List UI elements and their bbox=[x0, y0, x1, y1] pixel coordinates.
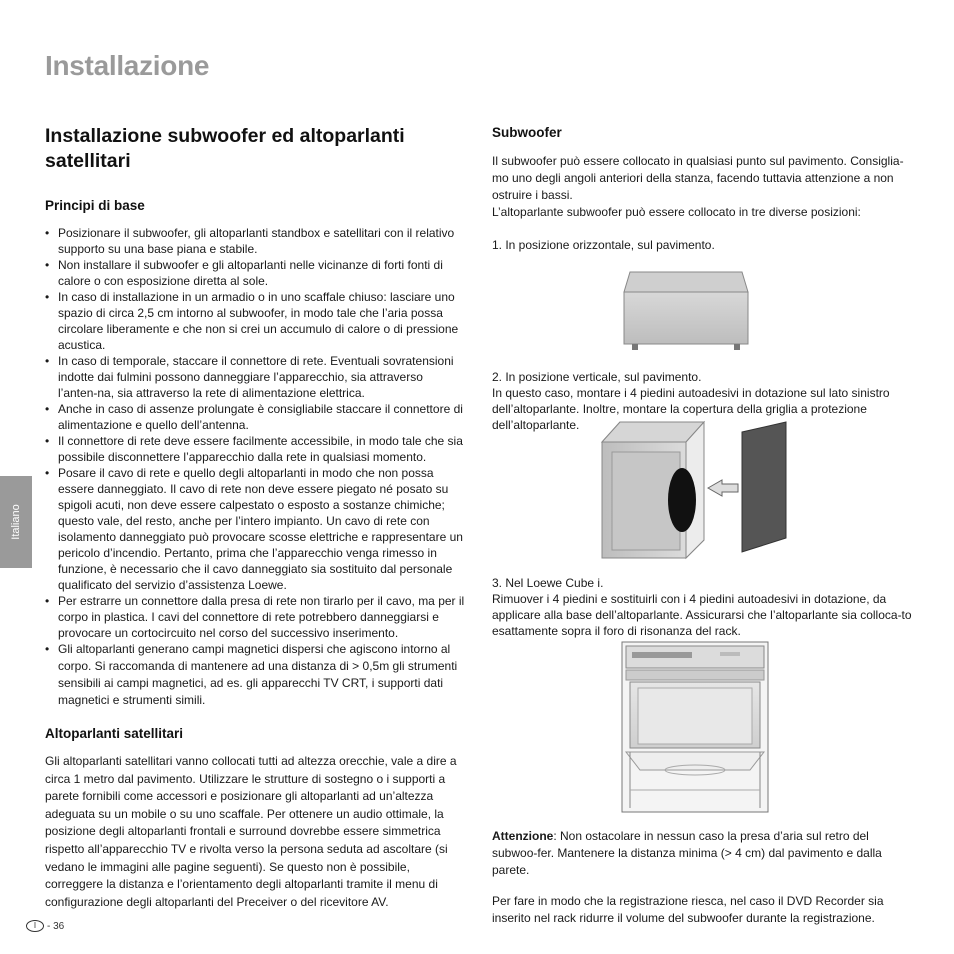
position-3-label: 3. Nel Loewe Cube i. bbox=[492, 576, 604, 590]
list-item: • Anche in caso di assenze prolungate è consigliabile staccare il connettore di alimentazione e quello dell’antenna. bbox=[45, 401, 465, 433]
position-1-label: 1. In posizione orizzontale, sul pavimento. bbox=[492, 238, 715, 252]
subwoofer-vertical-figure bbox=[600, 420, 800, 560]
language-side-tab bbox=[0, 476, 32, 568]
subwoofer-intro: Il subwoofer può essere collocato in qualsiasi punto sul pavimento. Consiglia-mo uno degli angoli anteriori della stanza, facendo tuttavia attenzione a non ostruire i bassi. bbox=[492, 154, 904, 202]
list-item: • Posare il cavo di rete e quello degli altoparlanti in modo che non possa essere danneggiato. Il cavo di rete non deve essere piegato né posato su spigoli acuti, non deve essere calpestato o esposto a sostanze chimiche; questo vale, del resto, anche per l’intero impianto. Un cavo di rete con isolamento danneggiato può provocare scosse elettriche e rappresentare un pericolo d’incendio. Pertanto, prima che l’apparecchio venga rimesso in funzione, è necessario che il cavo danneggiato sia sostituito dal personale qualificato del servizio d’assistenza Loewe. bbox=[45, 465, 465, 593]
position-2-label: 2. In posizione verticale, sul pavimento. bbox=[492, 370, 702, 384]
position-2-text: In questo caso, montare i 4 piedini autoadesivi in dotazione sul lato sinistro dell’altoparlante. Inoltre, montare la copertura della griglia a protezione dell’altoparlante. bbox=[492, 386, 890, 432]
right-column bbox=[492, 124, 914, 253]
attention-label: Attenzione bbox=[492, 829, 554, 843]
position-3-text: Rimuover i 4 piedini e sostituirli con i 4 piedini autoadesivi in dotazione, da applicare alla base dell’altoparlante. Assicurarsi che l’altoparlante sia colloca-to esattamente sopra il foro di risonanza del rack. bbox=[492, 592, 912, 638]
language-mark-icon: I bbox=[26, 920, 44, 932]
principi-bullet-list bbox=[45, 225, 465, 709]
list-item: • Il connettore di rete deve essere facilmente accessibile, in modo tale che sia possibile disconnettere l’apparecchio dalla rete in qualsiasi momento. bbox=[45, 433, 465, 465]
subwoofer-heading: Subwoofer bbox=[492, 125, 562, 140]
loewe-cube-rack-figure bbox=[620, 640, 770, 815]
subwoofer-horizontal-figure bbox=[622, 270, 750, 354]
recording-note: Per fare in modo che la registrazione riesca, nel caso il DVD Recorder sia inserito nel rack ridurre il volume del subwoofer durante la registrazione. bbox=[492, 894, 884, 925]
list-item: • In caso di temporale, staccare il connettore di rete. Eventuali sovratensioni indotte dai fulmini possono danneggiare l’apparecchio, sia attraverso l’anten-na, sia attraverso la rete di alimentazione elettrica. bbox=[45, 353, 465, 401]
list-item: • Per estrarre un connettore dalla presa di rete non tirarlo per il cavo, ma per il corpo in plastica. I cavi del connettore di rete potrebbero danneggiarsi e provocare un cortocircuito nel corso del successivo inserimento. bbox=[45, 593, 465, 641]
page-title: Installazione bbox=[45, 50, 210, 81]
attention-paragraph bbox=[492, 828, 914, 879]
subwoofer-positions-intro: L’altoparlante subwoofer può essere collocato in tre diverse posizioni: bbox=[492, 205, 861, 219]
language-tab-label: Italiano bbox=[10, 504, 22, 540]
page-footer bbox=[26, 920, 64, 932]
list-item: • Non installare il subwoofer e gli altoparlanti nelle vicinanze di forti fonti di calore o con esposizione diretta al sole. bbox=[45, 257, 465, 289]
list-item: • In caso di installazione in un armadio o in uno scaffale chiuso: lasciare uno spazio di circa 2,5 cm intorno al subwoofer, in modo tale che l’aria possa circolare liberamente e che non si crei un accumulo di calore o di pressione acustica. bbox=[45, 289, 465, 353]
left-column bbox=[45, 124, 465, 911]
principi-heading: Principi di base bbox=[45, 198, 145, 213]
satellitari-heading: Altoparlanti satellitari bbox=[45, 726, 184, 741]
position-3-block bbox=[492, 575, 914, 639]
attention-block bbox=[492, 828, 914, 927]
list-item: • Gli altoparlanti generano campi magnetici dispersi che agiscono intorno al corpo. Si raccomanda di mantenere ad una distanza di > 0,5m gli strumenti sensibili ai campi magnetici, ad es. gli apparecchi TV CRT, i supporti dati magnetici e strumenti simili. bbox=[45, 641, 465, 709]
section-title: Installazione subwoofer ed altoparlanti satellitari bbox=[45, 125, 405, 172]
page-number: - 36 bbox=[47, 920, 65, 932]
attention-text: : Non ostacolare in nessun caso la presa d’aria sul retro del subwoo-fer. Mantenere la distanza minima (> 4 cm) dal pavimento e dalla parete. bbox=[492, 829, 882, 877]
list-item: • Posizionare il subwoofer, gli altoparlanti standbox e satellitari con il relativo supporto su una base piana e stabile. bbox=[45, 225, 465, 257]
satellitari-paragraph: Gli altoparlanti satellitari vanno collocati tutti ad altezza orecchie, vale a dire a circa 1 metro dal pavimento. Utilizzare le strutture di sostegno o i supporti a parete fornibili come accessori e posizionare gli altoparlanti ad un’altezza adeguata su un mobile o su uno scaffale. Per ottenere un audio ottimale, la posizione degli altoparlanti frontali e surround dovrebbe essere simmetrica rispetto all’apparecchio TV e rivolta verso la persona seduta ad ascoltare (si vedano le immagini alle pagine seguenti). Se questo non è possibile, correggere la distanza e l’orientamento degli altoparlanti tramite il menu di configurazione degli altoparlanti del Preceiver o del ricevitore AV. bbox=[45, 754, 457, 909]
